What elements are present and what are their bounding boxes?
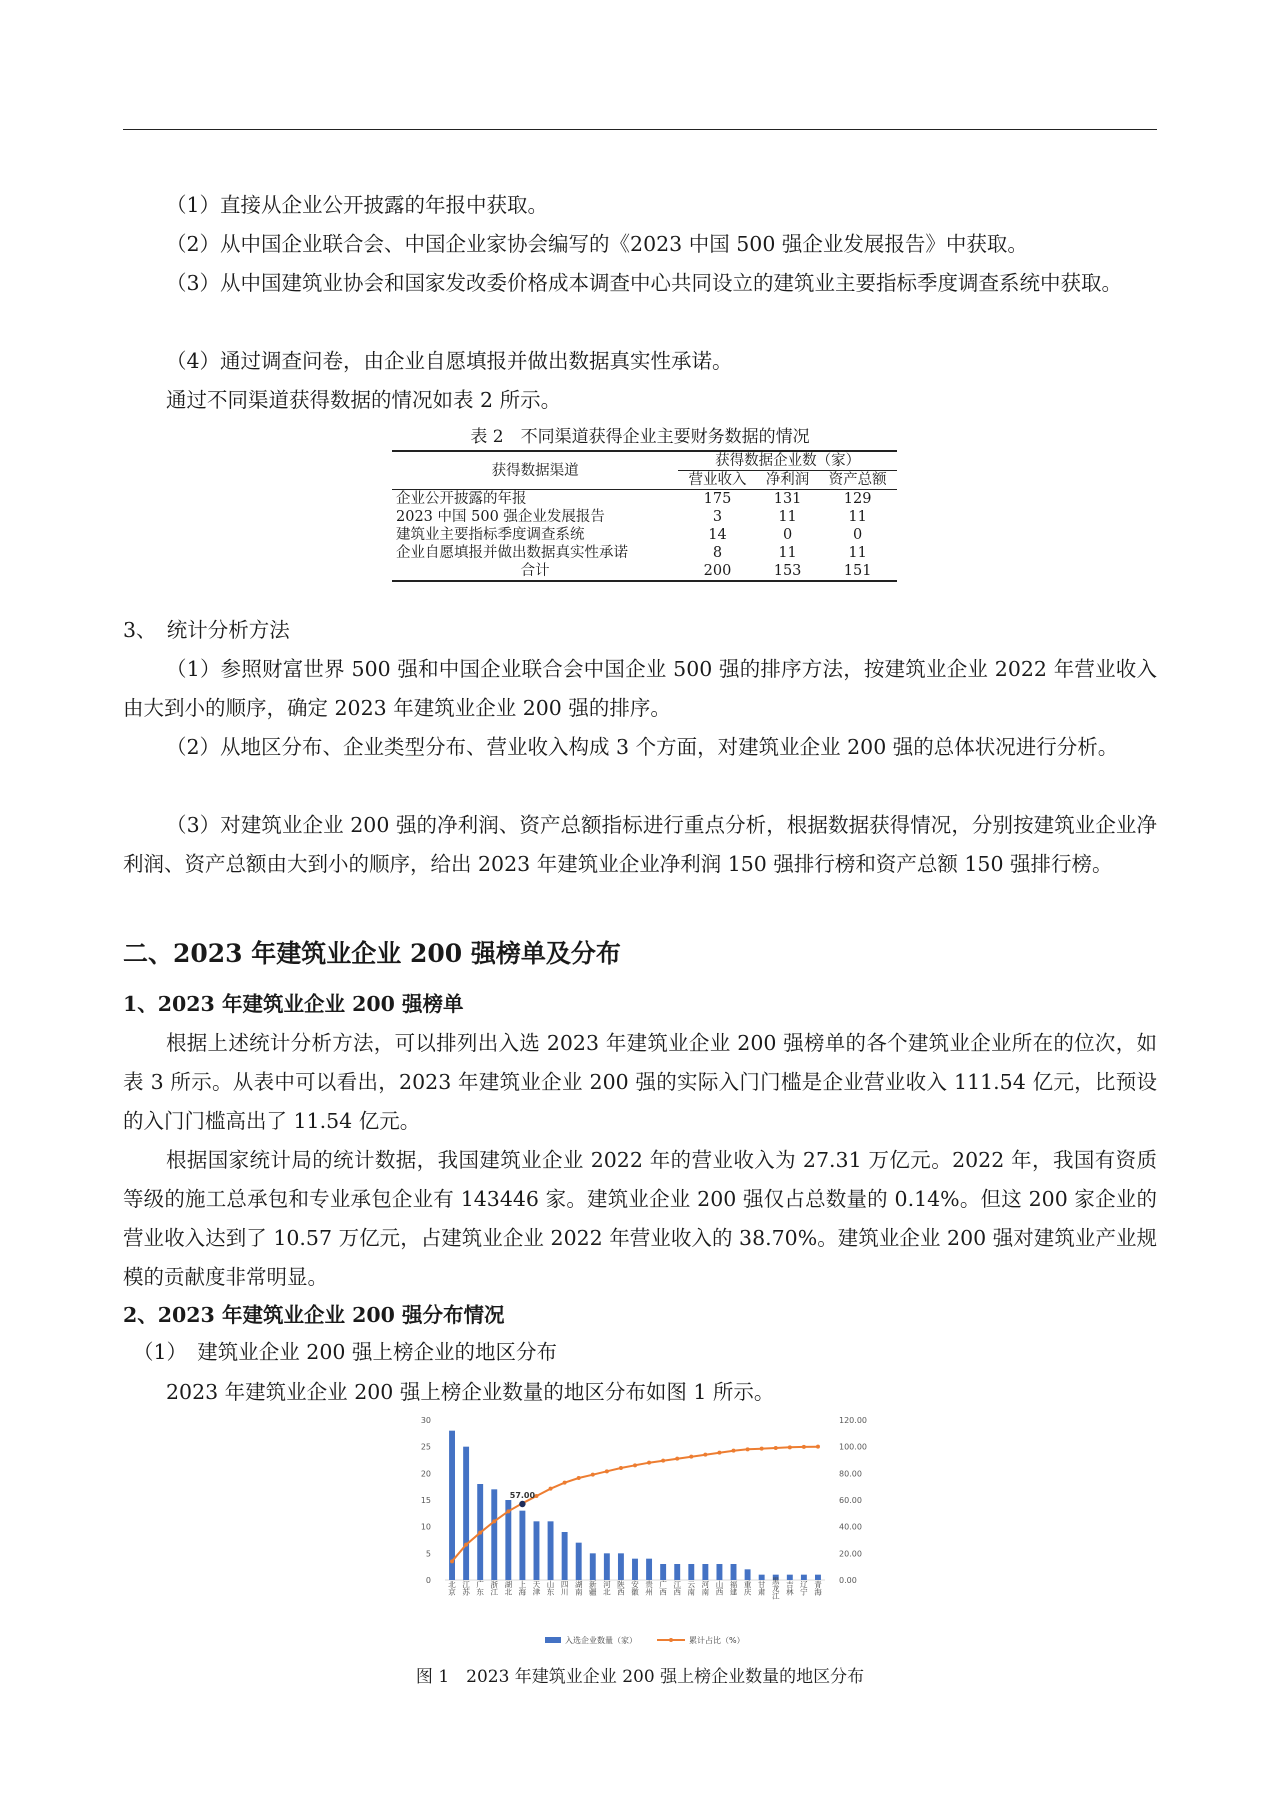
cumulative-point: [506, 1509, 510, 1513]
bar-陕西: [618, 1553, 624, 1580]
paragraph-table-intro: 通过不同渠道获得数据的情况如表 2 所示。: [166, 388, 562, 412]
x-tick-label: 山西: [714, 1580, 724, 1596]
table-row: [392, 544, 897, 562]
paragraph-method-1: （1）参照财富世界 500 强和中国企业联合会中国企业 500 强的排序方法，按建筑业企业 2022 年营业收入由大到小的顺序，确定 2023 年建筑业企业 200 强的排序。: [123, 657, 1157, 720]
paragraph-method-2: （2）从地区分布、企业类型分布、营业收入构成 3 个方面，对建筑业企业 200 强的总体状况进行分析。: [166, 735, 1119, 759]
cell-channel: 企业公开披露的年报: [396, 491, 527, 507]
subsection-heading-region: （1） 建筑业企业 200 强上榜企业的地区分布: [133, 1340, 557, 1364]
cell-profit: 131: [773, 491, 802, 507]
bar-江苏: [463, 1447, 469, 1580]
bar-广西: [660, 1564, 666, 1580]
x-tick-label: 吉林: [785, 1580, 795, 1596]
cumulative-point: [732, 1449, 736, 1453]
cumulative-point: [661, 1459, 665, 1463]
y-left-tick-label: 15: [420, 1496, 431, 1505]
column-header-profit: 净利润: [757, 471, 818, 490]
y-right-tick-label: 120.00: [839, 1416, 867, 1425]
bar-吉林: [787, 1575, 793, 1580]
bar-重庆: [745, 1569, 751, 1580]
column-header-group: 获得数据企业数（家）: [678, 451, 897, 471]
x-tick-label: 贵州: [644, 1580, 654, 1596]
bar-上海: [519, 1511, 525, 1580]
cell-assets: 0: [853, 527, 863, 543]
x-tick-label: 河南: [700, 1580, 710, 1596]
paragraph-source-2: （2）从中国企业联合会、中国企业家协会编写的《2023 中国 500 强企业发展报告》中获取。: [166, 232, 1028, 256]
x-tick-label: 广西: [658, 1580, 668, 1596]
cumulative-point: [563, 1481, 567, 1485]
cumulative-point: [717, 1451, 721, 1455]
y-right-tick-label: 100.00: [839, 1442, 867, 1452]
table-row: [392, 526, 897, 544]
bar-河北: [604, 1553, 610, 1580]
annotation-label: 57.00: [509, 1491, 536, 1500]
y-left-tick-label: 10: [420, 1522, 431, 1532]
cell-revenue: 3: [712, 509, 723, 525]
cumulative-point: [689, 1455, 693, 1459]
bar-新疆: [590, 1553, 596, 1580]
region-distribution-chart: [395, 1410, 880, 1660]
paragraph-source-1: （1）直接从企业公开披露的年报中获取。: [166, 193, 549, 217]
y-right-tick-label: 80.00: [839, 1469, 862, 1479]
bar-贵州: [646, 1559, 652, 1580]
x-tick-label: 湖北: [503, 1580, 513, 1596]
x-tick-label: 陕西: [616, 1580, 626, 1596]
cell-revenue: 8: [712, 545, 723, 561]
bar-辽宁: [801, 1575, 807, 1580]
bar-福建: [731, 1564, 737, 1580]
bar-云南: [688, 1564, 694, 1580]
cell-profit: 11: [778, 545, 797, 561]
cumulative-point: [746, 1447, 750, 1451]
cumulative-point: [633, 1463, 637, 1467]
cell-revenue: 175: [703, 491, 732, 507]
y-right-tick-label: 60.00: [839, 1496, 862, 1505]
data-sources-table: [392, 450, 897, 582]
x-tick-label: 广东: [475, 1580, 485, 1596]
cell-assets: 129: [843, 491, 872, 507]
x-tick-label: 江苏: [461, 1580, 471, 1596]
column-header-assets: 资产总额: [818, 471, 897, 490]
header-rule: [123, 129, 1157, 130]
table-row: [392, 490, 897, 509]
cumulative-point: [703, 1453, 707, 1457]
cumulative-point: [591, 1473, 595, 1477]
cell-assets: 11: [848, 545, 867, 561]
x-tick-label: 黑龙江: [771, 1576, 781, 1600]
cumulative-point: [816, 1445, 820, 1449]
cell-channel: 2023 中国 500 强企业发展报告: [396, 509, 605, 525]
paragraph-ranking-1: 根据上述统计分析方法，可以排列出入选 2023 年建筑业企业 200 强榜单的各个建筑业企业所在的位次，如表 3 所示。从表中可以看出，2023 年建筑业企业 200 强的实际入门门槛是企业营业收入 111.54 亿元，比预设的入门门槛高出了 11.54 亿元。: [123, 1031, 1157, 1133]
cell-revenue: 200: [678, 562, 757, 581]
y-right-tick-label: 0.00: [839, 1576, 857, 1585]
legend-bar-swatch: [545, 1637, 561, 1643]
section-heading-methods: 3、 统计分析方法: [123, 618, 290, 642]
x-tick-label: 重庆: [743, 1580, 753, 1596]
table-row-total: [392, 562, 897, 581]
x-tick-label: 甘肃: [757, 1580, 767, 1596]
cumulative-point: [577, 1476, 581, 1480]
paragraph-ranking-2: 根据国家统计局的统计数据，我国建筑业企业 2022 年的营业收入为 27.31 万亿元。2022 年，我国有资质等级的施工总承包和专业承包企业有 143446 家。建筑业企业 200 强仅占总数量的 0.14%。但这 200 家企业的营业收入达到了 10.57 万亿元，占建筑业企业 2022 年营业收入的 38.70%。建筑业企业 200 强对建筑业产业规模的贡献度非常明显。: [123, 1148, 1157, 1289]
cell-channel: 企业自愿填报并做出数据真实性承诺: [396, 545, 628, 561]
cumulative-point: [605, 1469, 609, 1473]
paragraph-figure-intro: 2023 年建筑业企业 200 强上榜企业数量的地区分布如图 1 所示。: [166, 1380, 775, 1404]
x-tick-label: 山东: [546, 1580, 556, 1596]
cumulative-point: [802, 1445, 806, 1449]
bar-湖南: [576, 1543, 582, 1580]
y-right-tick-label: 40.00: [839, 1522, 862, 1532]
cumulative-point: [619, 1466, 623, 1470]
x-tick-label: 辽宁: [799, 1580, 809, 1596]
part-heading: 二、2023 年建筑业企业 200 强榜单及分布: [123, 939, 621, 968]
bar-天津: [534, 1521, 540, 1580]
cell-profit: 11: [778, 509, 797, 525]
cumulative-point: [534, 1494, 538, 1498]
x-tick-label: 新疆: [588, 1580, 598, 1596]
legend-line-marker: [669, 1638, 673, 1642]
y-right-tick-label: 20.00: [839, 1549, 862, 1559]
bar-甘肃: [759, 1575, 765, 1580]
legend-bar-label: 入选企业数量（家）: [565, 1636, 637, 1645]
x-tick-label: 北京: [447, 1580, 457, 1596]
x-tick-label: 福建: [729, 1580, 739, 1596]
annotation-marker: [519, 1501, 525, 1507]
bar-浙江: [491, 1489, 497, 1580]
x-tick-label: 江西: [672, 1580, 682, 1596]
cumulative-point: [464, 1543, 468, 1547]
y-left-tick-label: 20: [420, 1469, 431, 1479]
x-tick-label: 湖南: [574, 1580, 584, 1596]
x-tick-label: 浙江: [489, 1580, 499, 1596]
paragraph-method-3: （3）对建筑业企业 200 强的净利润、资产总额指标进行重点分析，根据数据获得情况，分别按建筑业企业净利润、资产总额由大到小的顺序，给出 2023 年建筑业企业净利润 150 强排行榜和资产总额 150 强排行榜。: [123, 813, 1157, 876]
paragraph-source-3: （3）从中国建筑业协会和国家发改委价格成本调查中心共同设立的建筑业主要指标季度调查系统中获取。: [166, 271, 1123, 295]
cell-assets: 11: [848, 509, 867, 525]
cell-channel: 合计: [392, 562, 678, 581]
cumulative-point: [450, 1559, 454, 1563]
paragraph-source-4: （4）通过调查问卷，由企业自愿填报并做出数据真实性承诺。: [166, 349, 733, 373]
x-tick-label: 上海: [517, 1580, 527, 1596]
bar-河南: [702, 1564, 708, 1580]
cell-profit: 0: [782, 527, 793, 543]
y-left-tick-label: 5: [425, 1549, 431, 1559]
bar-江西: [674, 1564, 680, 1580]
y-left-tick-label: 0: [425, 1576, 431, 1585]
bar-山西: [716, 1564, 722, 1580]
cumulative-point: [774, 1446, 778, 1450]
legend-line-label: 累计占比（%）: [689, 1636, 745, 1645]
y-left-tick-label: 30: [420, 1416, 431, 1425]
column-header-channel: 获得数据渠道: [392, 451, 678, 490]
cumulative-point: [675, 1457, 679, 1461]
bar-青海: [815, 1575, 821, 1580]
cumulative-point: [492, 1519, 496, 1523]
bar-安徽: [632, 1559, 638, 1580]
table-caption: 表 2 不同渠道获得企业主要财务数据的情况: [470, 427, 810, 447]
y-left-tick-label: 25: [420, 1442, 431, 1452]
x-tick-label: 青海: [813, 1580, 823, 1596]
x-tick-label: 河北: [602, 1580, 612, 1596]
x-tick-label: 四川: [560, 1580, 570, 1596]
cumulative-point: [647, 1461, 651, 1465]
cumulative-point: [478, 1531, 482, 1535]
column-header-revenue: 营业收入: [678, 471, 757, 490]
cell-assets: 151: [818, 562, 897, 581]
cell-revenue: 14: [708, 527, 727, 543]
cell-profit: 153: [757, 562, 818, 581]
table-row: [392, 508, 897, 526]
bar-山东: [548, 1521, 554, 1580]
section-heading-ranking: 1、2023 年建筑业企业 200 强榜单: [123, 992, 464, 1016]
x-tick-label: 天津: [531, 1580, 541, 1596]
cumulative-point: [788, 1445, 792, 1449]
x-tick-label: 安徽: [630, 1580, 640, 1596]
cell-channel: 建筑业主要指标季度调查系统: [396, 527, 585, 543]
bar-四川: [562, 1532, 568, 1580]
x-tick-label: 云南: [686, 1580, 696, 1596]
cumulative-point: [760, 1447, 764, 1451]
cumulative-point: [549, 1487, 553, 1491]
section-heading-distribution: 2、2023 年建筑业企业 200 强分布情况: [123, 1303, 505, 1327]
figure-caption: 图 1 2023 年建筑业企业 200 强上榜企业数量的地区分布: [415, 1667, 865, 1687]
